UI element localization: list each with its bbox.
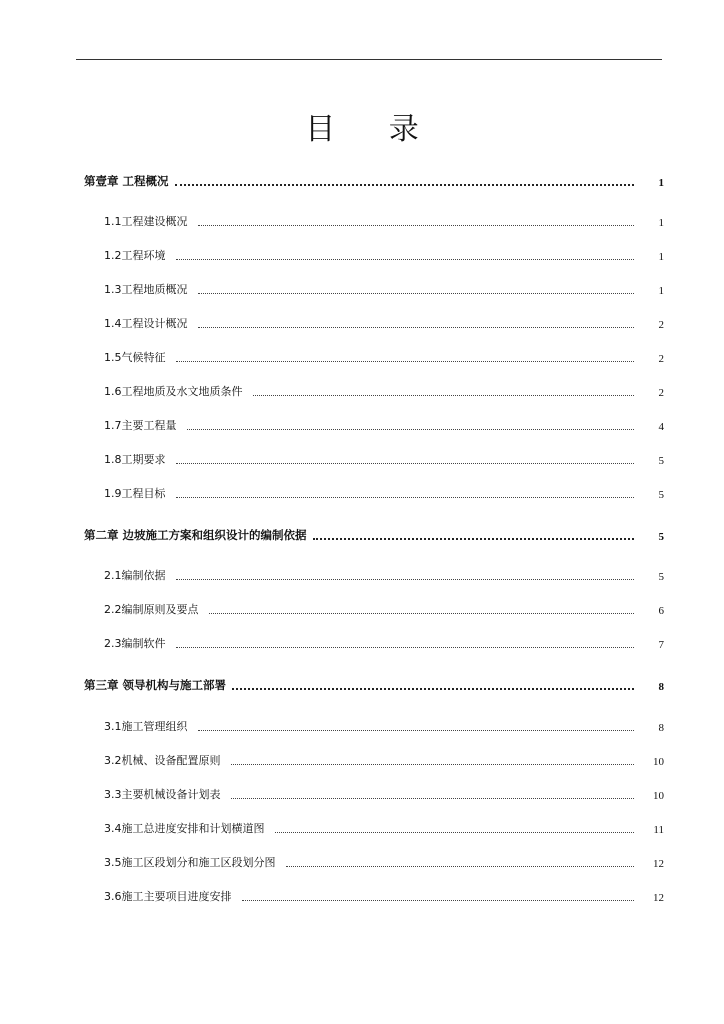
toc-section-3-5[interactable] bbox=[104, 854, 664, 870]
toc-section-1-3[interactable] bbox=[104, 281, 664, 297]
toc-section-1-2[interactable] bbox=[104, 247, 664, 263]
toc-label: 1.8工期要求 bbox=[104, 453, 166, 466]
toc-label: 第壹章 工程概况 bbox=[84, 174, 169, 188]
toc-label: 2.2编制原则及要点 bbox=[104, 603, 199, 616]
toc-page-number: 5 bbox=[658, 531, 664, 543]
toc-page-number: 1 bbox=[658, 251, 664, 263]
toc-page-number: 2 bbox=[658, 353, 664, 365]
toc-section-3-3[interactable] bbox=[104, 786, 664, 802]
toc-page-number: 1 bbox=[658, 217, 664, 229]
dot-leader bbox=[187, 429, 635, 430]
toc-label: 2.1编制依据 bbox=[104, 569, 166, 582]
dot-leader bbox=[231, 764, 635, 765]
toc-section-1-1[interactable] bbox=[104, 213, 664, 229]
dot-leader bbox=[198, 225, 635, 226]
toc-section-1-4[interactable] bbox=[104, 315, 664, 331]
toc-page-number: 4 bbox=[658, 421, 664, 433]
toc-label: 1.3工程地质概况 bbox=[104, 283, 188, 296]
toc-section-1-7[interactable] bbox=[104, 417, 664, 433]
dot-leader bbox=[176, 463, 635, 464]
toc-page-number: 7 bbox=[658, 639, 664, 651]
toc-section-1-9[interactable] bbox=[104, 485, 664, 501]
toc-label: 1.4工程设计概况 bbox=[104, 317, 188, 330]
toc-page-number: 8 bbox=[658, 681, 664, 693]
toc-page-number: 5 bbox=[658, 489, 664, 501]
toc-label: 3.3主要机械设备计划表 bbox=[104, 788, 221, 801]
toc-page-number: 2 bbox=[658, 319, 664, 331]
toc-section-3-4[interactable] bbox=[104, 820, 664, 836]
toc-label: 2.3编制软件 bbox=[104, 637, 166, 650]
dot-leader bbox=[242, 900, 635, 901]
dot-leader bbox=[286, 866, 635, 867]
toc-page-number: 12 bbox=[653, 858, 664, 870]
dot-leader bbox=[176, 259, 635, 260]
toc-page-number: 11 bbox=[653, 824, 664, 836]
toc-page-number: 2 bbox=[658, 387, 664, 399]
dot-leader bbox=[198, 327, 635, 328]
toc-label: 1.6工程地质及水文地质条件 bbox=[104, 385, 243, 398]
toc-section-1-6[interactable] bbox=[104, 383, 664, 399]
toc-label: 第二章 边坡施工方案和组织设计的编制依据 bbox=[84, 528, 307, 542]
toc-label: 3.6施工主要项目进度安排 bbox=[104, 890, 232, 903]
dot-leader bbox=[176, 647, 635, 648]
toc-section-1-8[interactable] bbox=[104, 451, 664, 467]
toc-section-3-6[interactable] bbox=[104, 888, 664, 904]
dot-leader bbox=[176, 497, 635, 498]
toc-label: 3.1施工管理组织 bbox=[104, 720, 188, 733]
toc-label: 3.5施工区段划分和施工区段划分图 bbox=[104, 856, 276, 869]
dot-leader bbox=[175, 184, 634, 186]
dot-leader bbox=[209, 613, 635, 614]
toc-section-1-5[interactable] bbox=[104, 349, 664, 365]
dot-leader bbox=[176, 579, 635, 580]
toc-section-2-1[interactable] bbox=[104, 567, 664, 583]
toc-page-number: 6 bbox=[658, 605, 664, 617]
dot-leader bbox=[313, 538, 634, 540]
toc-page-number: 10 bbox=[653, 790, 664, 802]
dot-leader bbox=[232, 688, 634, 690]
toc-page-number: 5 bbox=[658, 455, 664, 467]
toc-page-number: 12 bbox=[653, 892, 664, 904]
toc-label: 1.5气候特征 bbox=[104, 351, 166, 364]
dot-leader bbox=[275, 832, 635, 833]
dot-leader bbox=[198, 730, 635, 731]
toc-chapter-3[interactable] bbox=[84, 677, 664, 693]
toc-page-number: 1 bbox=[658, 285, 664, 297]
dot-leader bbox=[198, 293, 635, 294]
dot-leader bbox=[176, 361, 635, 362]
toc-label: 1.1工程建设概况 bbox=[104, 215, 188, 228]
toc-label: 第三章 领导机构与施工部署 bbox=[84, 678, 227, 692]
toc-section-3-2[interactable] bbox=[104, 752, 664, 768]
toc-page-number: 10 bbox=[653, 756, 664, 768]
toc-section-2-2[interactable] bbox=[104, 601, 664, 617]
toc-section-2-3[interactable] bbox=[104, 635, 664, 651]
dot-leader bbox=[253, 395, 635, 396]
toc-page-number: 5 bbox=[658, 571, 664, 583]
dot-leader bbox=[231, 798, 635, 799]
toc-chapter-1[interactable] bbox=[84, 173, 664, 189]
toc-label: 3.4施工总进度安排和计划横道图 bbox=[104, 822, 265, 835]
toc-label: 3.2机械、设备配置原则 bbox=[104, 754, 221, 767]
toc-chapter-2[interactable] bbox=[84, 527, 664, 543]
toc-label: 1.9工程目标 bbox=[104, 487, 166, 500]
header-rule bbox=[76, 59, 662, 60]
toc-page-number: 1 bbox=[658, 177, 664, 189]
page-title: 目 录 bbox=[305, 112, 441, 147]
toc-page-number: 8 bbox=[658, 722, 664, 734]
toc-label: 1.7主要工程量 bbox=[104, 419, 177, 432]
toc-section-3-1[interactable] bbox=[104, 718, 664, 734]
toc-label: 1.2工程环境 bbox=[104, 249, 166, 262]
